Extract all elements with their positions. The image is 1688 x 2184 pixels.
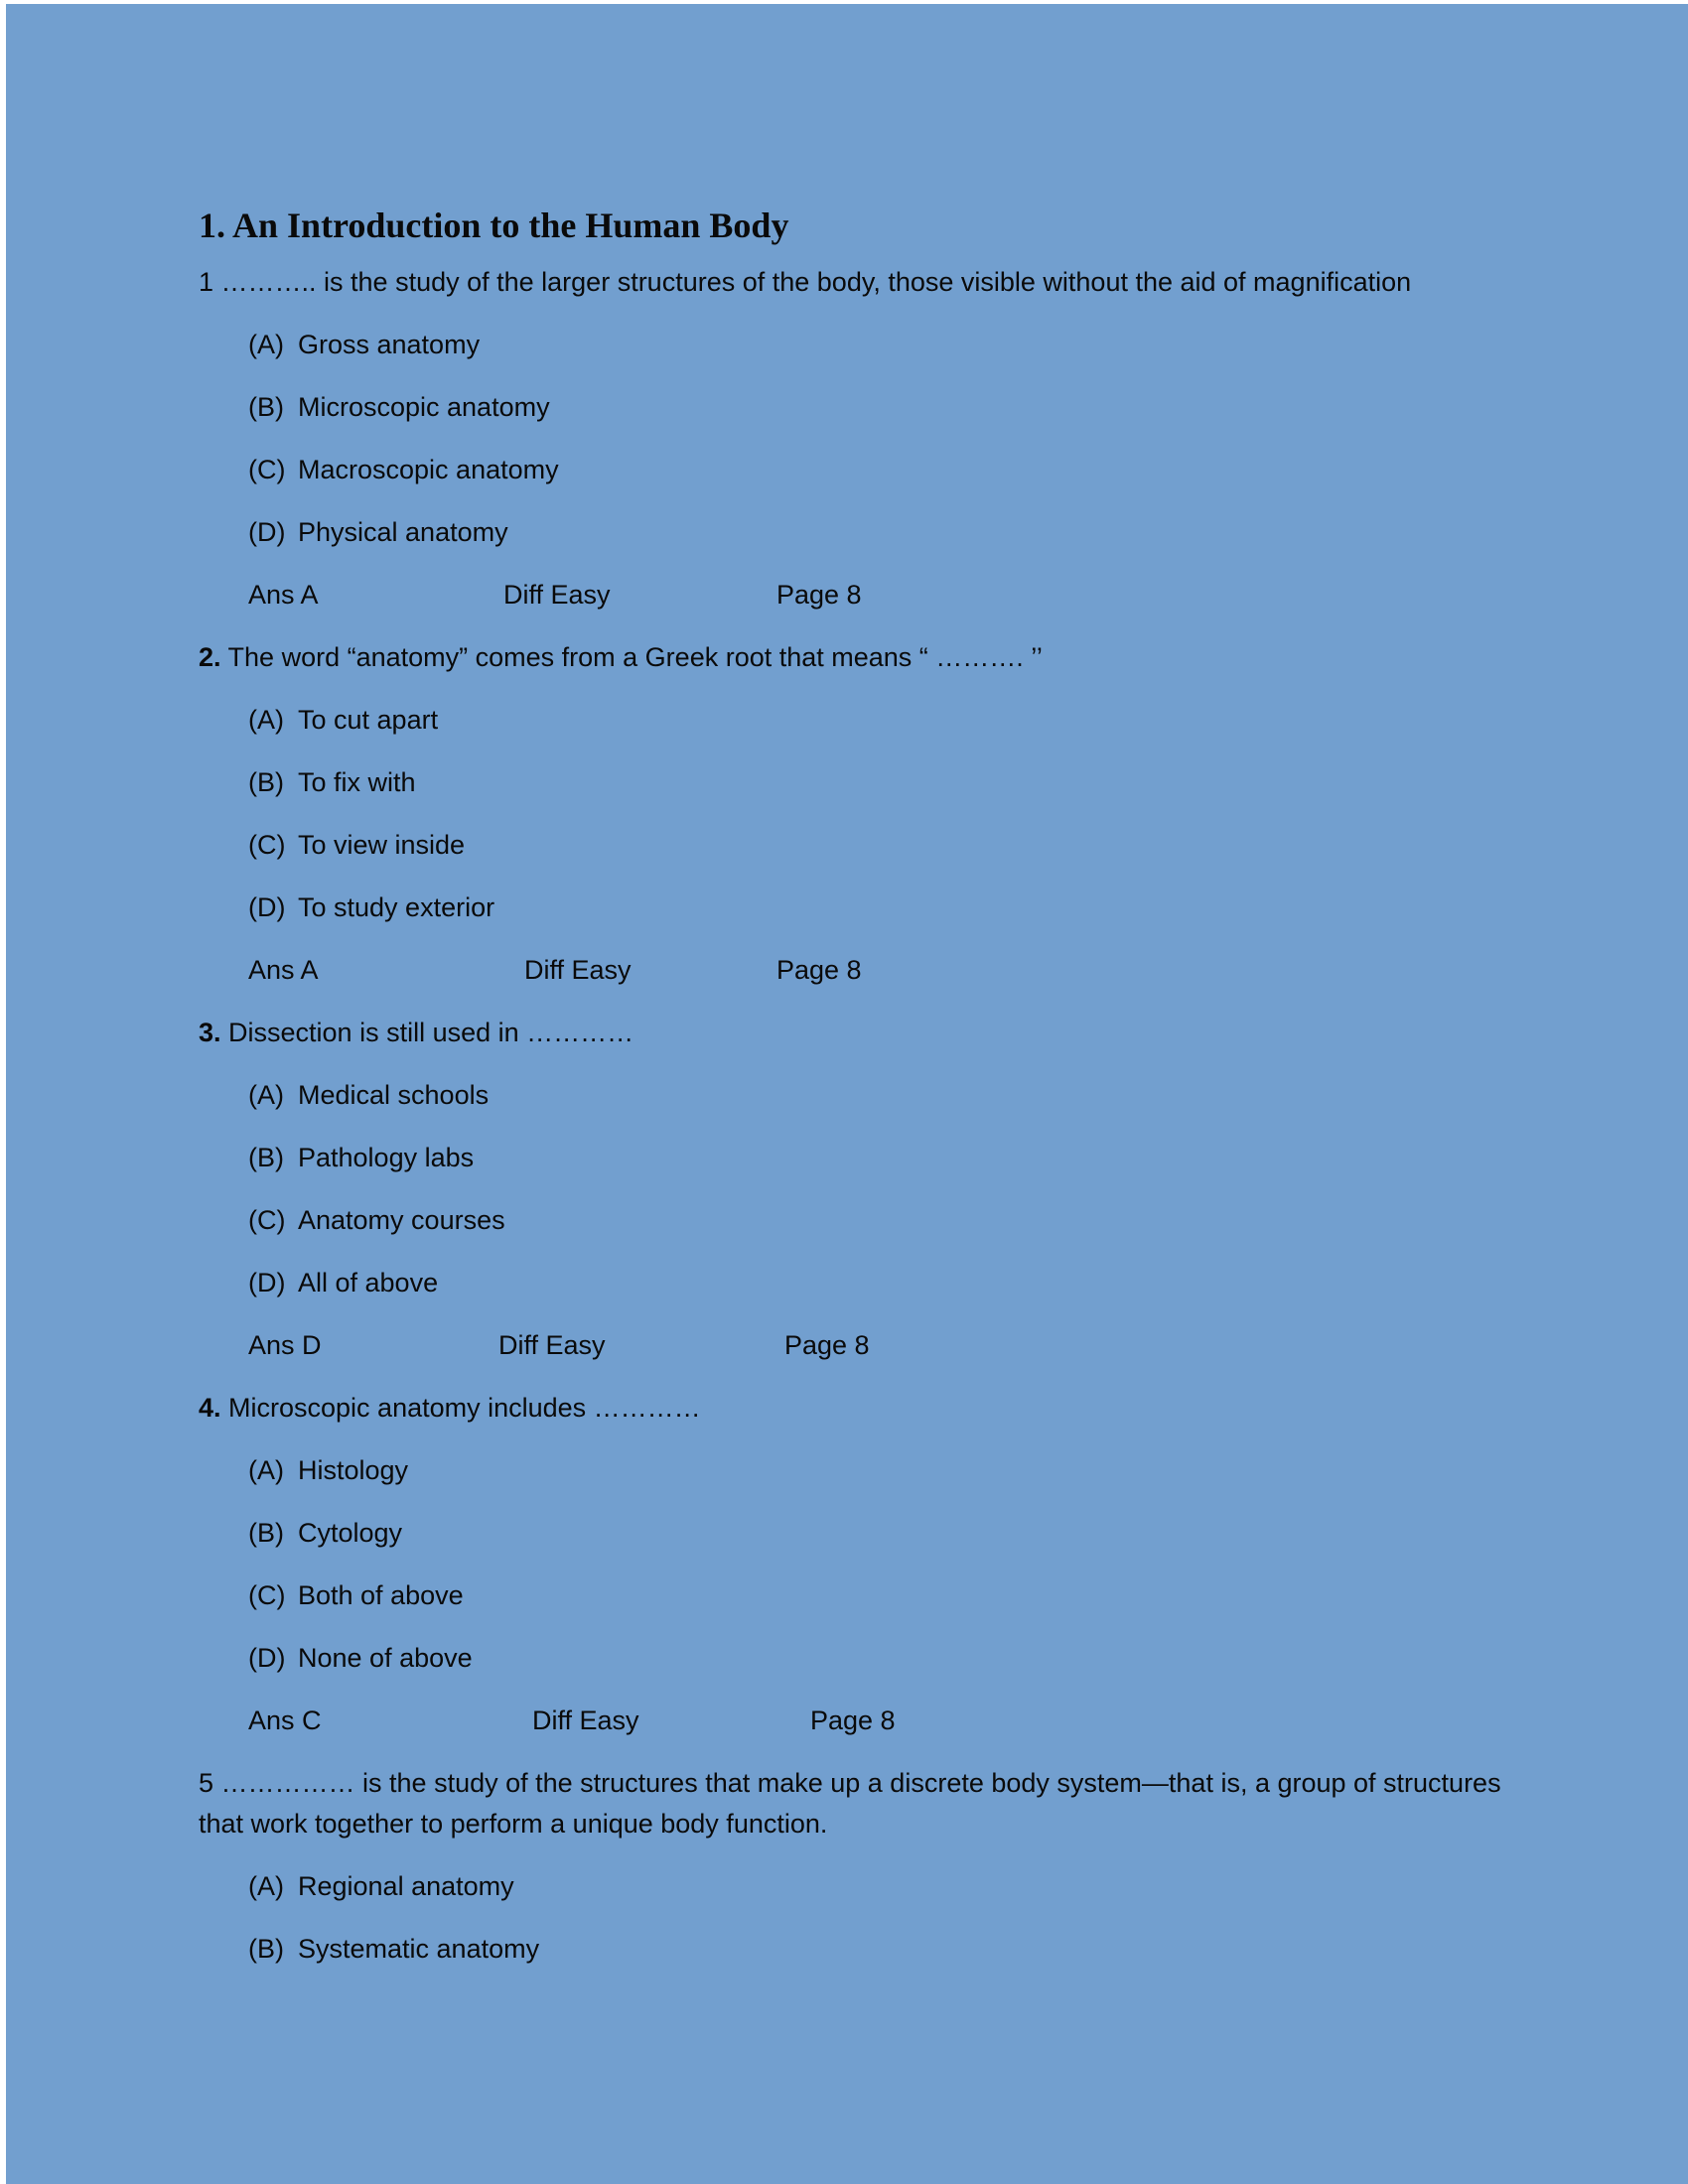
option-text: Microscopic anatomy bbox=[298, 392, 550, 422]
question-4 bbox=[199, 1388, 1509, 1429]
option-b bbox=[248, 762, 1509, 802]
option-c bbox=[248, 825, 1509, 865]
answer-meta bbox=[248, 1325, 1509, 1365]
answer-label: Ans A bbox=[248, 580, 319, 610]
page-content bbox=[199, 201, 1509, 1991]
answer-meta bbox=[248, 575, 1509, 614]
question-text: …………… is the study of the structures that make up a discrete body system—that is, a group of structures that work together to perform a unique body function. bbox=[199, 1768, 1501, 1839]
option-letter: (B) bbox=[248, 1518, 284, 1548]
option-text: Regional anatomy bbox=[298, 1871, 514, 1901]
option-b bbox=[248, 1138, 1509, 1177]
difficulty-label: Diff Easy bbox=[524, 955, 632, 985]
option-c bbox=[248, 1575, 1509, 1615]
option-letter: (A) bbox=[248, 1455, 284, 1485]
option-a bbox=[248, 1866, 1509, 1906]
option-text: To cut apart bbox=[298, 705, 439, 735]
option-letter: (A) bbox=[248, 1871, 284, 1901]
question-number: 4. bbox=[199, 1393, 221, 1423]
option-letter: (B) bbox=[248, 1934, 284, 1964]
option-letter: (A) bbox=[248, 705, 284, 735]
answer-label: Ans D bbox=[248, 1330, 322, 1360]
option-letter: (C) bbox=[248, 1580, 286, 1610]
option-text: To view inside bbox=[298, 830, 466, 860]
difficulty-label: Diff Easy bbox=[503, 580, 611, 610]
question-number: 5 bbox=[199, 1768, 214, 1798]
option-a bbox=[248, 1075, 1509, 1115]
option-text: None of above bbox=[298, 1643, 473, 1673]
option-d bbox=[248, 1638, 1509, 1678]
option-text: Macroscopic anatomy bbox=[298, 455, 559, 484]
option-text: Systematic anatomy bbox=[298, 1934, 540, 1964]
question-2 bbox=[199, 637, 1509, 678]
option-a bbox=[248, 700, 1509, 740]
option-text: Both of above bbox=[298, 1580, 464, 1610]
difficulty-label: Diff Easy bbox=[498, 1330, 606, 1360]
question-number: 2. bbox=[199, 642, 221, 672]
option-text: Medical schools bbox=[298, 1080, 490, 1110]
question-text: ……….. is the study of the larger structures of the body, those visible without the aid of magnification bbox=[213, 267, 1412, 297]
answer-label: Ans C bbox=[248, 1706, 322, 1735]
page-reference: Page 8 bbox=[776, 955, 862, 985]
option-text: All of above bbox=[298, 1268, 439, 1297]
option-text: Histology bbox=[298, 1455, 409, 1485]
answer-meta bbox=[248, 950, 1509, 990]
document-page bbox=[6, 4, 1688, 2184]
option-c bbox=[248, 1200, 1509, 1240]
option-letter: (D) bbox=[248, 1643, 286, 1673]
question-5 bbox=[199, 1763, 1509, 1844]
option-b bbox=[248, 1929, 1509, 1969]
option-letter: (C) bbox=[248, 455, 286, 484]
page-reference: Page 8 bbox=[784, 1330, 870, 1360]
question-text: The word “anatomy” comes from a Greek root that means “ ………. ’’ bbox=[220, 642, 1043, 672]
question-3 bbox=[199, 1013, 1509, 1053]
option-d bbox=[248, 1263, 1509, 1302]
question-number: 1 bbox=[199, 267, 214, 297]
page-reference: Page 8 bbox=[776, 580, 862, 610]
option-letter: (D) bbox=[248, 517, 286, 547]
option-a bbox=[248, 1450, 1509, 1490]
question-text: Dissection is still used in ………… bbox=[220, 1018, 634, 1047]
option-a bbox=[248, 325, 1509, 364]
option-letter: (D) bbox=[248, 892, 286, 922]
question-text: Microscopic anatomy includes ………… bbox=[220, 1393, 701, 1423]
option-text: Cytology bbox=[298, 1518, 403, 1548]
difficulty-label: Diff Easy bbox=[532, 1706, 639, 1735]
option-letter: (C) bbox=[248, 830, 286, 860]
question-1 bbox=[199, 262, 1509, 303]
option-text: Pathology labs bbox=[298, 1143, 475, 1172]
page-reference: Page 8 bbox=[810, 1706, 896, 1735]
option-letter: (C) bbox=[248, 1205, 286, 1235]
option-letter: (A) bbox=[248, 330, 284, 359]
option-d bbox=[248, 887, 1509, 927]
answer-meta bbox=[248, 1701, 1509, 1740]
option-c bbox=[248, 450, 1509, 489]
option-letter: (A) bbox=[248, 1080, 284, 1110]
page-title: 1. An Introduction to the Human Body bbox=[199, 205, 789, 245]
option-letter: (D) bbox=[248, 1268, 286, 1297]
question-number: 3. bbox=[199, 1018, 221, 1047]
option-text: Physical anatomy bbox=[298, 517, 508, 547]
option-b bbox=[248, 387, 1509, 427]
option-d bbox=[248, 512, 1509, 552]
option-letter: (B) bbox=[248, 392, 284, 422]
option-text: To fix with bbox=[298, 767, 416, 797]
option-text: To study exterior bbox=[298, 892, 495, 922]
option-b bbox=[248, 1513, 1509, 1553]
answer-label: Ans A bbox=[248, 955, 319, 985]
option-letter: (B) bbox=[248, 767, 284, 797]
option-text: Gross anatomy bbox=[298, 330, 481, 359]
option-letter: (B) bbox=[248, 1143, 284, 1172]
option-text: Anatomy courses bbox=[298, 1205, 505, 1235]
